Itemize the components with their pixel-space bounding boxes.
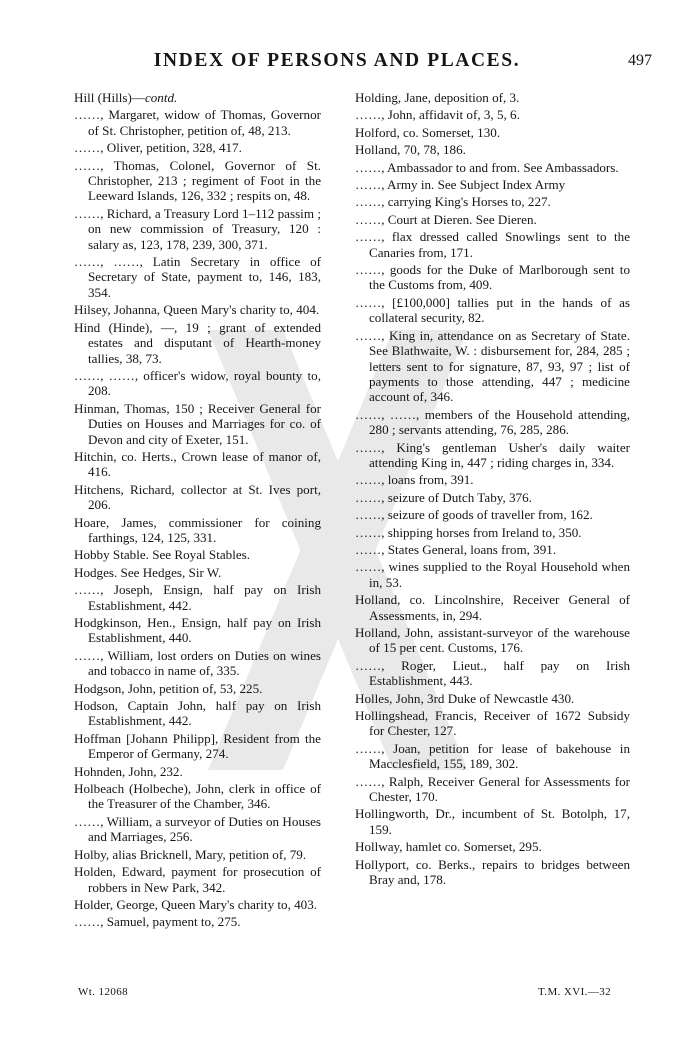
index-entry bbox=[74, 565, 321, 580]
entry-head: Hill (Hills)— bbox=[74, 90, 145, 105]
entry-rest: Hodges. See Hedges, Sir W. bbox=[74, 564, 222, 580]
index-entry bbox=[355, 857, 630, 888]
entry-rest: ……, John, affidavit of, 3, 5, 6. bbox=[355, 107, 520, 123]
entry-rest: ……, Army in. See Subject Index Army bbox=[355, 177, 566, 193]
entry-rest: ……, Margaret, widow of Thomas, Governor of St. Christopher, petition of, 48, 213. bbox=[74, 107, 321, 138]
index-entry bbox=[355, 229, 630, 260]
entry-rest: Hitchin, co. Herts., Crown lease of manor of, 416. bbox=[74, 448, 321, 480]
entry-rest: Holden, Edward, payment for prosecution of robbers in New Park, 342. bbox=[74, 864, 321, 895]
entry-rest: Hobby Stable. See Royal Stables. bbox=[74, 547, 251, 563]
entry-rest: Hind (Hinde), —, 19 ; grant of extended estates and disputant of Hearth-money tallies, 38, 73. bbox=[74, 319, 321, 366]
entry-rest: Holbeach (Holbeche), John, clerk in office of the Treasurer of the Chamber, 346. bbox=[74, 781, 321, 812]
entry-rest: Holder, George, Queen Mary's charity to, 403. bbox=[74, 896, 318, 912]
entry-rest: Hodgkinson, Hen., Ensign, half pay on Irish Establishment, 440. bbox=[74, 615, 321, 646]
entry-rest: ……, shipping horses from Ireland to, 350. bbox=[355, 524, 582, 540]
entry-rest: ……, goods for the Duke of Marlborough sent to the Customs from, 409. bbox=[355, 262, 630, 293]
entry-rest: ……, William, a surveyor of Duties on Houses and Marriages, 256. bbox=[74, 813, 321, 845]
entry-rest: Hollyport, co. Berks., repairs to bridges between Bray and, 178. bbox=[355, 856, 630, 888]
index-entry bbox=[355, 142, 630, 157]
index-entry bbox=[74, 515, 321, 546]
index-column-left bbox=[74, 90, 321, 932]
index-entry bbox=[355, 177, 630, 192]
footer-signature: T.M. XVI.—32 bbox=[538, 986, 612, 998]
entry-rest: ……, Oliver, petition, 328, 417. bbox=[74, 140, 242, 156]
entry-rest: ……, King's gentleman Usher's daily waiter attending King in, 447 ; riding charges in, 334. bbox=[355, 439, 630, 470]
index-entry bbox=[74, 547, 321, 562]
index-entry bbox=[355, 774, 630, 805]
entry-rest: Hilsey, Johanna, Queen Mary's charity to, 404. bbox=[74, 302, 320, 318]
entry-rest: ……, Court at Dieren. See Dieren. bbox=[355, 211, 537, 227]
index-entry bbox=[74, 254, 321, 300]
index-entry bbox=[355, 90, 630, 105]
index-entry bbox=[355, 407, 630, 438]
page-header bbox=[0, 50, 674, 80]
index-entry bbox=[355, 490, 630, 505]
entry-rest: ……, ……, Latin Secretary in office of Secretary of State, payment to, 146, 183, 354. bbox=[74, 254, 321, 300]
index-entry bbox=[355, 262, 630, 293]
index-entry bbox=[74, 648, 321, 679]
index-entry bbox=[355, 212, 630, 227]
index-entry bbox=[74, 847, 321, 862]
index-entry bbox=[355, 160, 630, 175]
page-title: INDEX OF PERSONS AND PLACES. bbox=[153, 50, 521, 71]
entry-rest: Holland, co. Lincolnshire, Receiver General of Assessments, in, 294. bbox=[355, 592, 630, 623]
index-entry bbox=[74, 368, 321, 399]
entry-rest: ……, flax dressed called Snowlings sent to the Canaries from, 171. bbox=[355, 229, 630, 260]
index-entry bbox=[355, 625, 630, 656]
index-entry bbox=[355, 295, 630, 326]
index-entry bbox=[74, 764, 321, 779]
entry-rest: ……, ……, officer's widow, royal bounty to, 208. bbox=[74, 367, 321, 399]
entry-rest: Hodson, Captain John, half pay on Irish Establishment, 442. bbox=[74, 698, 321, 729]
index-entry bbox=[74, 482, 321, 513]
entry-rest: Hoare, James, commissioner for coining farthings, 124, 125, 331. bbox=[74, 514, 321, 545]
index-entry bbox=[355, 107, 630, 122]
page-number: 497 bbox=[628, 52, 652, 69]
index-column-right bbox=[355, 90, 630, 890]
entry-rest: Holby, alias Bricknell, Mary, petition of, 79. bbox=[74, 846, 307, 862]
entry-rest: ……, Roger, Lieut., half pay on Irish Establishment, 443. bbox=[355, 657, 630, 689]
index-entry bbox=[355, 592, 630, 623]
entry-rest: Hollingshead, Francis, Receiver of 1672 Subsidy for Chester, 127. bbox=[355, 708, 630, 739]
index-entry bbox=[74, 615, 321, 646]
entry-rest: Holland, John, assistant-surveyor of the warehouse of 15 per cent. Customs, 176. bbox=[355, 625, 630, 656]
entry-rest: Holding, Jane, deposition of, 3. bbox=[355, 90, 520, 105]
entry-rest: ……, seizure of Dutch Taby, 376. bbox=[355, 489, 532, 505]
entry-rest: ……, Ambassador to and from. See Ambassadors. bbox=[355, 159, 619, 175]
index-entry bbox=[355, 507, 630, 522]
index-entry bbox=[74, 781, 321, 812]
index-entry bbox=[74, 731, 321, 762]
index-entry bbox=[355, 125, 630, 140]
index-entry bbox=[355, 559, 630, 590]
index-entry bbox=[74, 582, 321, 613]
entry-rest: ……, King in, attendance on as Secretary of State. See Blathwaite, W. : disbursement for, 284, 285 ; letters sent to for signature, 87, 93, 97 ; list of payments to those attending, 447 ; medicine account of, 346. bbox=[355, 327, 630, 405]
index-entry bbox=[355, 525, 630, 540]
entry-rest: Hodgson, John, petition of, 53, 225. bbox=[74, 680, 263, 696]
index-entry bbox=[74, 206, 321, 252]
index-entry bbox=[355, 658, 630, 689]
index-entry bbox=[74, 681, 321, 696]
index-entry bbox=[355, 741, 630, 772]
entry-rest: Hinman, Thomas, 150 ; Receiver General for Duties on Houses and Marriages for co. of Devon and city of Exeter, 151. bbox=[74, 400, 321, 447]
index-entry bbox=[74, 449, 321, 480]
index-entry bbox=[74, 864, 321, 895]
index-entry bbox=[74, 897, 321, 912]
index-entry bbox=[355, 691, 630, 706]
index-entry bbox=[74, 320, 321, 366]
entry-rest: ……, Richard, a Treasury Lord 1–112 passim ; on new commission of Treasury, 120 : salary as, 123, 178, 239, 300, 371. bbox=[74, 205, 321, 252]
index-entry bbox=[74, 140, 321, 155]
index-entry bbox=[74, 814, 321, 845]
index-entry bbox=[74, 90, 321, 105]
index-entry bbox=[355, 472, 630, 487]
entry-rest: ……, Ralph, Receiver General for Assessments for Chester, 170. bbox=[355, 773, 630, 805]
entry-rest: Hitchens, Richard, collector at St. Ives port, 206. bbox=[74, 481, 321, 513]
index-entry bbox=[74, 698, 321, 729]
entry-rest: Hohnden, John, 232. bbox=[74, 763, 183, 779]
entry-rest: ……, seizure of goods of traveller from, 162. bbox=[355, 507, 593, 523]
index-entry bbox=[355, 708, 630, 739]
entry-rest: ……, Samuel, payment to, 275. bbox=[74, 914, 241, 930]
index-entry bbox=[74, 302, 321, 317]
entry-rest: ……, Thomas, Colonel, Governor of St. Christopher, 213 ; regiment of Foot in the Leeward Islands, 126, 332 ; respits on, 48. bbox=[74, 157, 321, 204]
index-entry bbox=[355, 440, 630, 471]
entry-rest: Hollway, hamlet co. Somerset, 295. bbox=[355, 839, 542, 855]
entry-rest: Hollingworth, Dr., incumbent of St. Botolph, 17, 159. bbox=[355, 806, 630, 837]
entry-rest: ……, wines supplied to the Royal Household when in, 53. bbox=[355, 559, 630, 590]
index-entry bbox=[74, 401, 321, 447]
footer-warrant: Wt. 12068 bbox=[78, 986, 129, 998]
entry-rest: Hoffman [Johann Philipp], Resident from the Emperor of Germany, 274. bbox=[74, 730, 321, 762]
entry-rest: Holles, John, 3rd Duke of Newcastle 430. bbox=[355, 690, 575, 706]
index-entry bbox=[355, 194, 630, 209]
entry-rest: ……, carrying King's Horses to, 227. bbox=[355, 194, 551, 210]
entry-rest: Holford, co. Somerset, 130. bbox=[355, 124, 501, 140]
entry-rest: ……, William, lost orders on Duties on wines and tobacco in name of, 335. bbox=[74, 647, 321, 679]
entry-rest: ……, Joseph, Ensign, half pay on Irish Establishment, 442. bbox=[74, 582, 321, 613]
index-entry bbox=[74, 158, 321, 204]
entry-rest: ……, Joan, petition for lease of bakehouse in Macclesfield, 155, 189, 302. bbox=[355, 740, 630, 772]
index-entry bbox=[355, 806, 630, 837]
index-entry bbox=[74, 914, 321, 929]
entry-rest: Holland, 70, 78, 186. bbox=[355, 142, 466, 158]
entry-sub: contd. bbox=[144, 90, 178, 105]
index-entry bbox=[355, 839, 630, 854]
entry-rest: ……, loans from, 391. bbox=[355, 472, 474, 488]
entry-rest: ……, [£100,000] tallies put in the hands of as collateral security, 82. bbox=[355, 294, 630, 326]
index-entry bbox=[74, 107, 321, 138]
index-entry bbox=[355, 328, 630, 405]
entry-rest: ……, ……, members of the Household attending, 280 ; servants attending, 76, 285, 286. bbox=[355, 406, 630, 438]
entry-rest: ……, States General, loans from, 391. bbox=[355, 541, 557, 557]
index-entry bbox=[355, 542, 630, 557]
